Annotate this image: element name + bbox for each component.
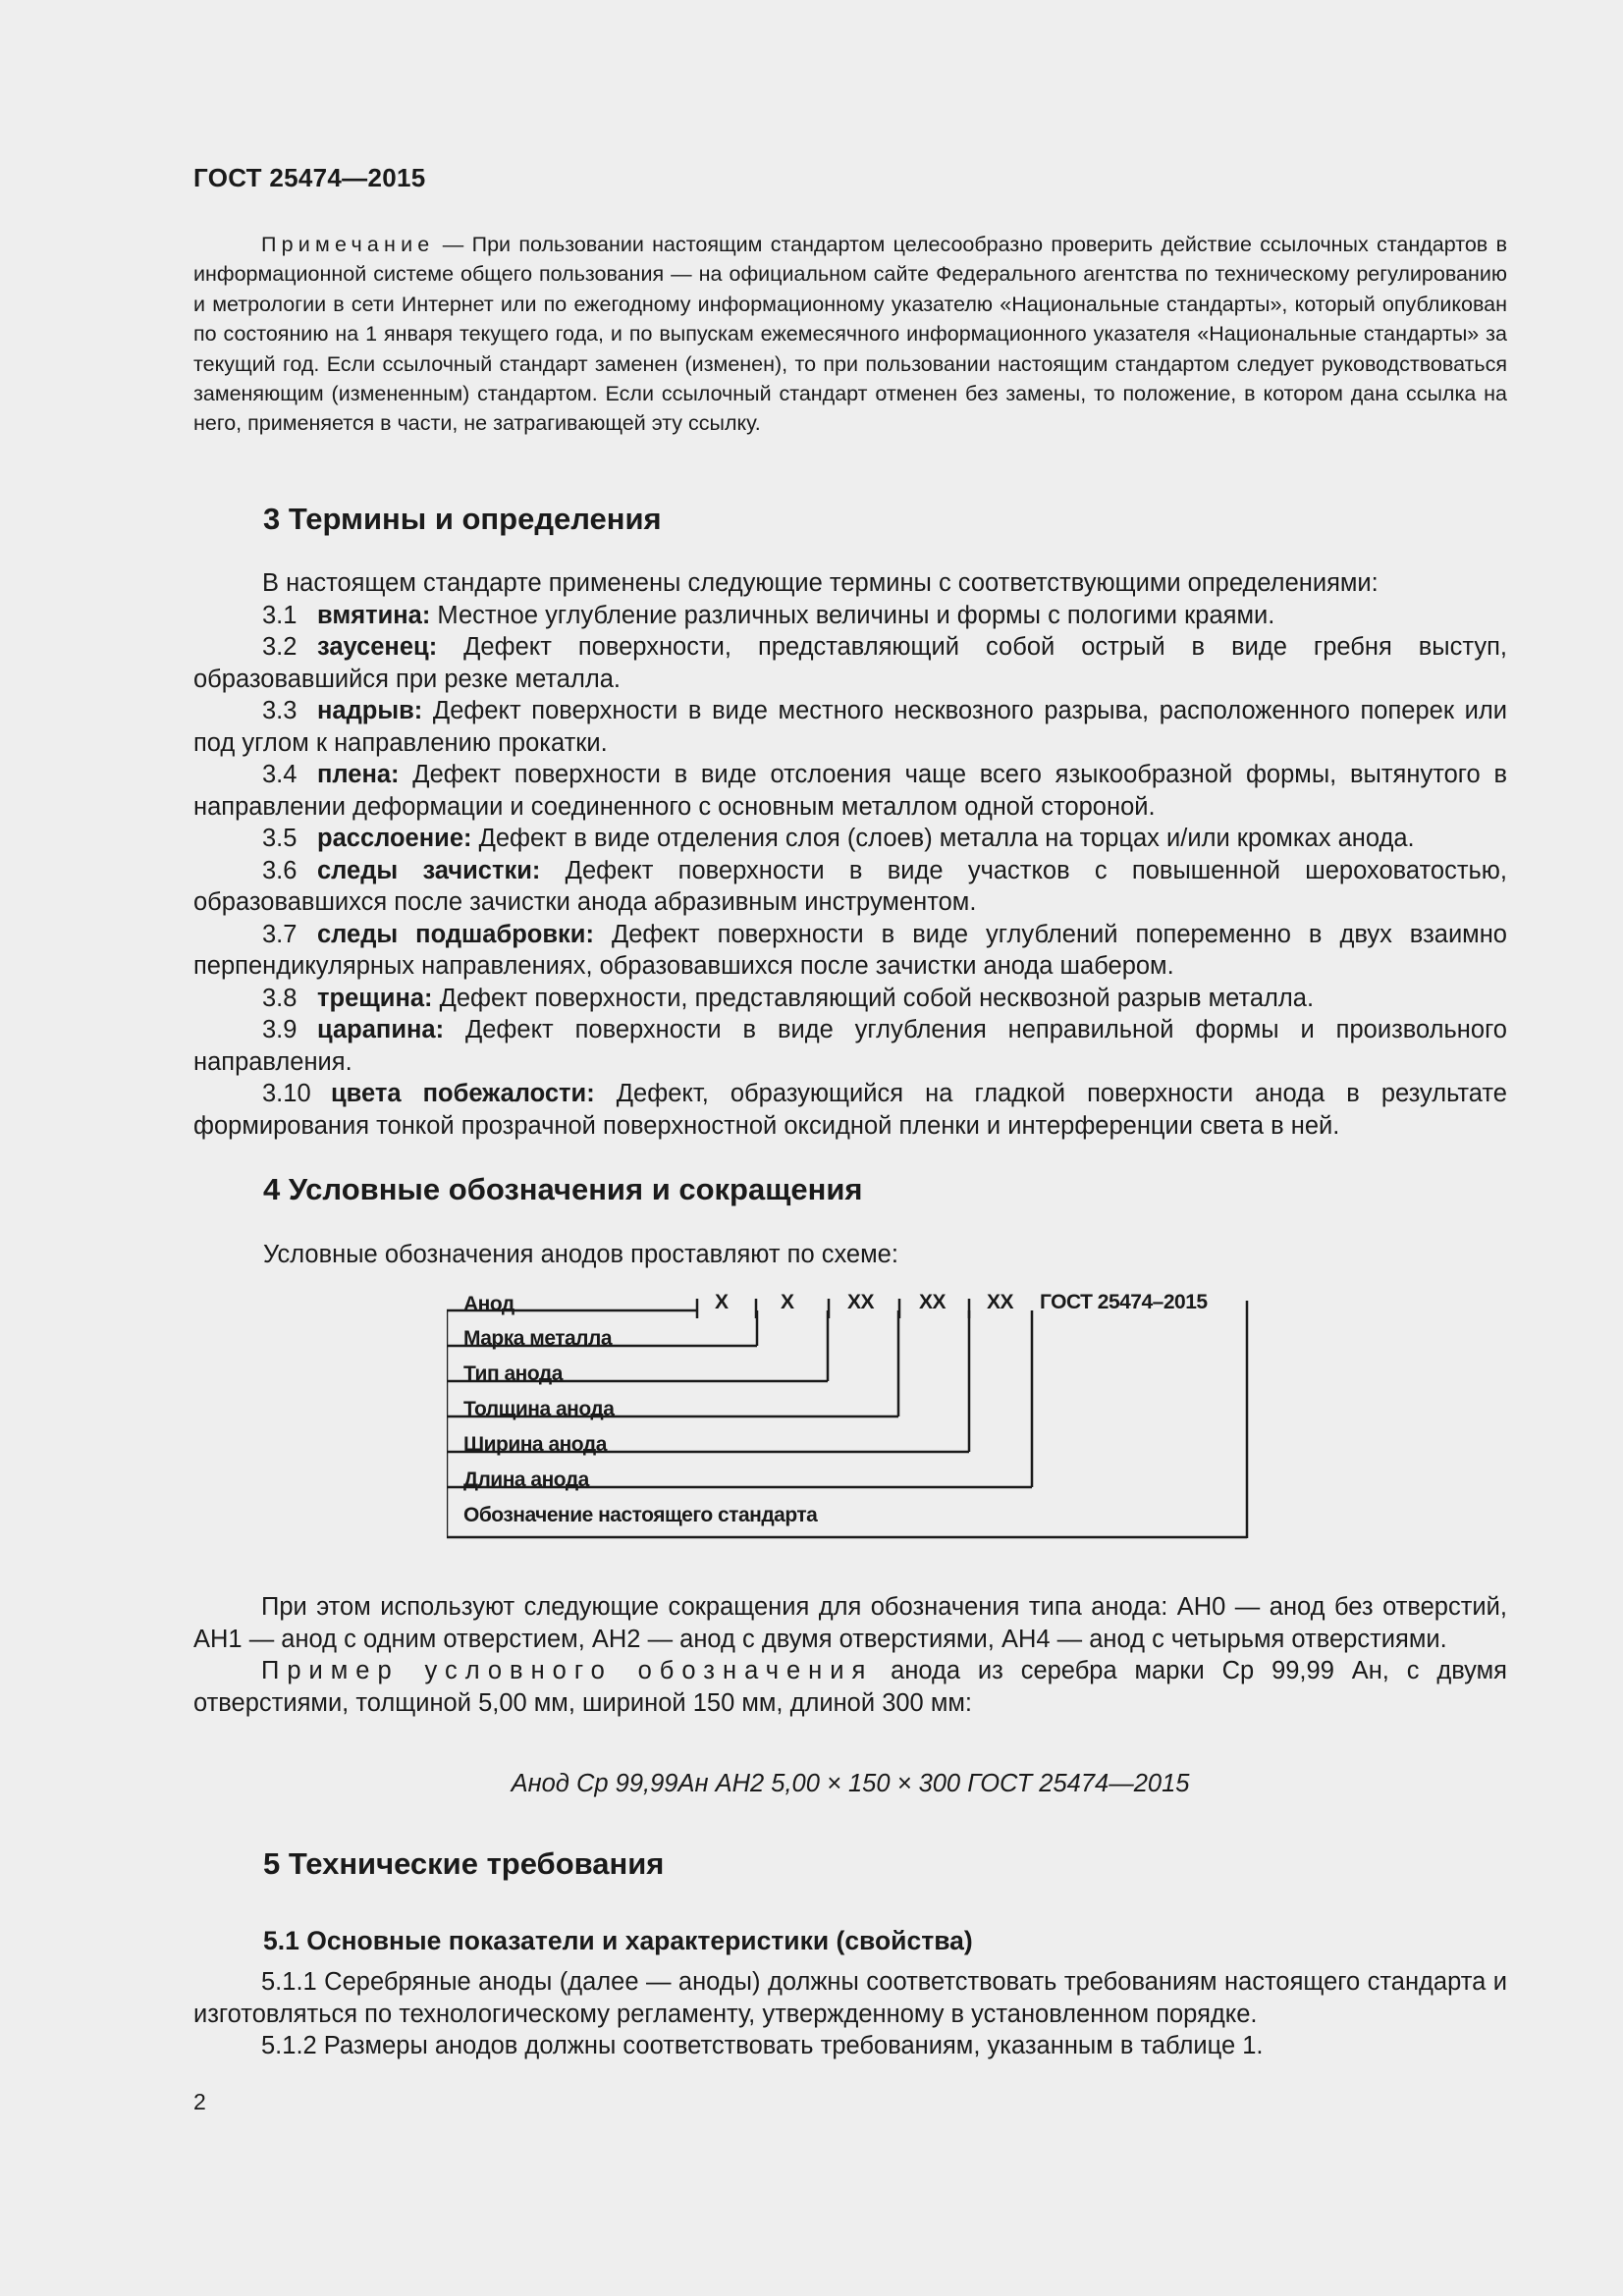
paragraph-5-1-1: 5.1.1 Серебряные аноды (далее — аноды) должны соответствовать требованиям настоящего стандарта и изготовляться по технологическому регламенту, утвержденному в установленном порядке. [193, 1968, 1507, 2028]
term-item: 3.10 цвета побежалости: Дефект, образующийся на гладкой поверхности анода в результате формирования тонкой прозрачной поверхностной оксидной пленки и интерференции света в ней. [193, 1080, 1507, 1140]
term-item: 3.1 вмятина: Местное углубление различных величины и формы с пологими краями. [262, 601, 1275, 629]
paragraph-5-1-2: 5.1.2 Размеры анодов должны соответствовать требованиям, указанным в таблице 1. [261, 2032, 1264, 2059]
section-4-intro: Условные обозначения анодов проставляют по схеме: [263, 1241, 898, 1268]
abbreviations-paragraph: При этом используют следующие сокращения для обозначения типа анода: АН0 — анод без отверстий, АН1 — анод с одним отверстием, АН2 — анод с двумя отверстиями, АН4 — анод с четырьмя отверстиями. [193, 1593, 1507, 1653]
scheme-head-label: Анод [463, 1293, 514, 1315]
term-item: 3.5 расслоение: Дефект в виде отделения слоя (слоев) металла на торцах и/или кромках анода. [262, 825, 1415, 852]
term-item: 3.3 надрыв: Дефект поверхности в виде местного несквозного разрыва, расположенного поперек или под углом к направлению прокатки. [193, 697, 1507, 757]
section-5-title: 5 Технические требования [263, 1846, 665, 1881]
example-text: анода из серебра марки Ср 99,99 Ан, с двумя отверстиями, толщиной 5,00 мм, шириной 150 мм, длиной 300 мм: [193, 1657, 1507, 1717]
scheme-label: Тип анода [463, 1362, 563, 1385]
term-item: 3.9 царапина: Дефект поверхности в виде углубления неправильной формы и произвольного направления. [193, 1016, 1507, 1076]
section-4-body [193, 1591, 1507, 1719]
scheme-label: Толщина анода [463, 1398, 615, 1420]
example-formula: Анод Ср 99,99Ан АН2 5,00 × 150 × 300 ГОСТ 25474—2015 [511, 1770, 1190, 1797]
section-3-body [193, 567, 1507, 1142]
subsection-5-1-title: 5.1 Основные показатели и характеристики (свойства) [263, 1926, 973, 1955]
term-item: 3.7 следы подшабровки: Дефект поверхности в виде углублений попеременно в двух взаимно перпендикулярных направлениях, образовавшихся после зачистки анода шабером. [193, 920, 1507, 980]
section-3-intro: В настоящем стандарте применены следующие термины с соответствующими определениями: [262, 569, 1379, 597]
note-text: — При пользовании настоящим стандартом целесообразно проверить действие ссылочных стандартов в информационной системе общего пользования — на официальном сайте Федерального агентства по техническому регулированию и метрологии в сети Интернет или по ежегодному информационному указателю «Национальные стандарты», который опубликован по состоянию на 1 января текущего года, и по выпускам ежемесячного информационного указателя «Национальные стандарты» за текущий год. Если ссылочный стандарт заменен (изменен), то при пользовании настоящим стандартом следует руководствоваться заменяющим (измененным) стандартом. Если ссылочный стандарт отменен без замены, то положение, в котором дана ссылка на него, применяется в части, не затрагивающей эту ссылку. [193, 233, 1507, 436]
scheme-code: X [781, 1291, 794, 1313]
scheme-code: X [715, 1291, 729, 1313]
section-3-title: 3 Термины и определения [263, 502, 662, 536]
scheme-label: Длина анода [463, 1468, 589, 1491]
example-label: Пример условного обозначения [261, 1657, 874, 1684]
scheme-code: XX [987, 1291, 1014, 1313]
term-item: 3.2 заусенец: Дефект поверхности, представляющий собой острый в виде гребня выступ, образовавшийся при резке металла. [193, 633, 1507, 693]
example-paragraph [193, 1655, 1507, 1719]
note-paragraph [193, 230, 1507, 439]
section-5-body [193, 1966, 1507, 2062]
page-number: 2 [193, 2089, 206, 2114]
section-4-title: 4 Условные обозначения и сокращения [263, 1172, 863, 1206]
note-label: Примечание [261, 233, 435, 256]
term-item: 3.8 трещина: Дефект поверхности, представляющий собой несквозной разрыв металла. [262, 984, 1315, 1012]
term-item: 3.6 следы зачистки: Дефект поверхности в виде участков с повышенной шероховатостью, образовавшихся после зачистки анода абразивным инструментом. [193, 856, 1508, 916]
scheme-standard: ГОСТ 25474–2015 [1040, 1291, 1208, 1313]
term-item: 3.4 плена: Дефект поверхности в виде отслоения чаще всего языкообразной формы, вытянутого в направлении деформации и соединенного с основным металлом одной стороной. [193, 761, 1507, 821]
scheme-label: Обозначение настоящего стандарта [463, 1504, 818, 1526]
scheme-label: Марка металла [463, 1327, 613, 1350]
document-header-code: ГОСТ 25474—2015 [193, 163, 426, 192]
scheme-label: Ширина анода [463, 1433, 607, 1456]
designation-scheme [447, 1281, 1252, 1546]
scheme-code: XX [847, 1291, 875, 1313]
scheme-code: XX [919, 1291, 947, 1313]
